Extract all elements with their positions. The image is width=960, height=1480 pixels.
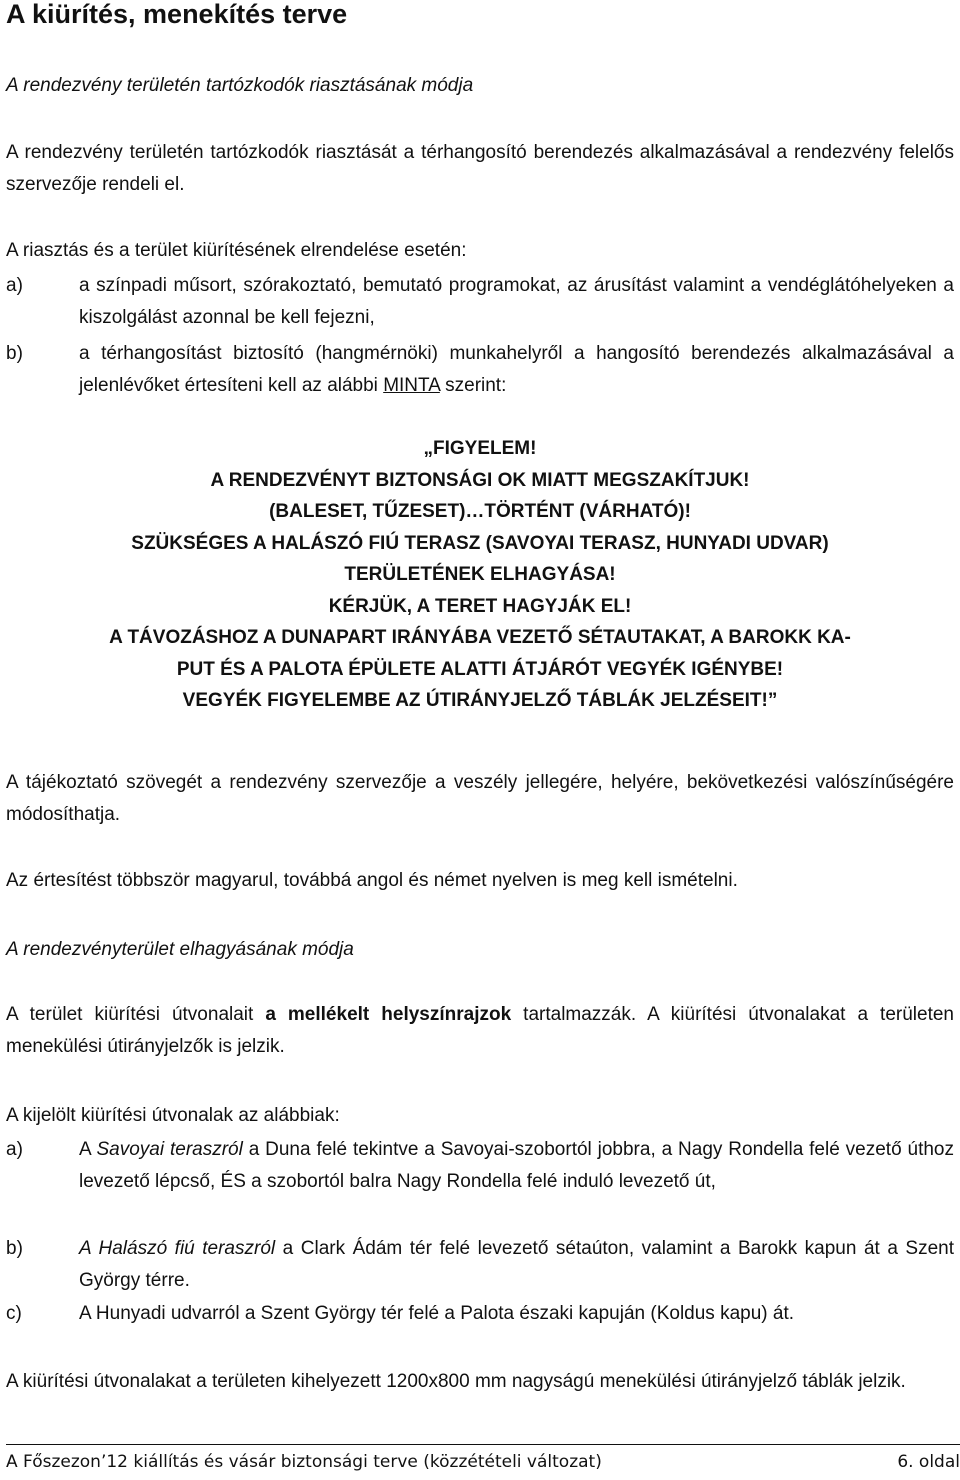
- warning-line: SZÜKSÉGES A HALÁSZÓ FIÚ TERASZ (SAVOYAI TERASZ, HUNYADI UDVAR): [131, 532, 829, 554]
- route-text: [79, 1233, 954, 1296]
- list-marker: c): [6, 1303, 22, 1324]
- section-heading-alert: A rendezvény területén tartózkodók riasztásának módja: [6, 75, 474, 96]
- list-item-text-part: a térhangosítást biztosító (hangmérnöki) munkahelyről a hangosító berendezés alkalmazásával a jelenlévőket értesíteni kell az alábbi: [79, 343, 954, 396]
- warning-announcement: [6, 433, 954, 717]
- paragraph-signs: A kiürítési útvonalakat a területen kihelyezett 1200x800 mm nagyságú menekülési útirányjelző táblák jelzik.: [6, 1371, 906, 1392]
- warning-line: „FIGYELEM!: [423, 438, 537, 459]
- route-text: [79, 1134, 954, 1197]
- list-marker: a): [6, 1139, 23, 1160]
- warning-line: PUT ÉS A PALOTA ÉPÜLETE ALATTI ÁTJÁRÓT VEGYÉK IGÉNYBE!: [176, 658, 784, 680]
- site-plans-reference: a mellékelt helyszínrajzok: [265, 1004, 512, 1025]
- list-item-text: [79, 338, 954, 401]
- warning-line: TERÜLETÉNEK ELHAGYÁSA!: [344, 564, 616, 585]
- paragraph-routes-intro: A kijelölt kiürítési útvonalak az alábbiak:: [6, 1105, 340, 1126]
- list-marker: b): [6, 343, 23, 364]
- paragraph-info-modify: A tájékoztató szövegét a rendezvény szervezője a veszély jellegére, helyére, bekövetkezési valószínűségére módosíthatja.: [6, 772, 954, 825]
- route-text-part: a Clark Ádám tér felé levezető sétaúton, valamint a Barokk kapun át a Szent György térre.: [79, 1238, 955, 1291]
- paragraph-routes: [6, 999, 954, 1062]
- paragraph-alert-order: A rendezvény területén tartózkodók riasztását a térhangosító berendezés alkalmazásával a rendezvény felelős szervezője rendeli el.: [6, 142, 954, 195]
- route-place-name: A Halászó fiú teraszról: [79, 1238, 276, 1259]
- route-text-part: a Duna felé tekintve a Savoyai-szobortól jobbra, a Nagy Rondella felé vezető úthoz levezető lépcső, ÉS a szobortól balra Nagy Rondella felé induló levezető út,: [79, 1139, 954, 1192]
- footer-document-title: A Főszezon’12 kiállítás és vásár biztonsági terve (közzétételi változat): [6, 1452, 602, 1472]
- paragraph-text-part: A terület kiürítési útvonalait: [6, 1004, 266, 1025]
- paragraph-alert-intro: A riasztás és a terület kiürítésének elrendelése esetén:: [6, 240, 467, 261]
- page-footer: [6, 1444, 960, 1472]
- list-item-text: a színpadi műsort, szórakoztató, bemutató programokat, az árusítást valamint a vendéglátóhelyeken a kiszolgálást azonnal be kell fejezni,: [79, 275, 954, 328]
- minta-link[interactable]: MINTA: [383, 374, 440, 396]
- warning-line: (BALESET, TŰZESET)…TÖRTÉNT (VÁRHATÓ)!: [269, 501, 691, 522]
- list-item-text-part: szerint:: [439, 374, 507, 396]
- list-marker: a): [6, 275, 23, 296]
- section-heading-evacuation: A rendezvényterület elhagyásának módja: [6, 939, 354, 960]
- page-title: A kiürítés, menekítés terve: [6, 0, 348, 29]
- route-place-name: Savoyai teraszról: [96, 1139, 243, 1160]
- route-text: A Hunyadi udvarról a Szent György tér felé a Palota északi kapuján (Koldus kapu) át.: [79, 1303, 795, 1324]
- footer-page-number: 6. oldal: [897, 1452, 960, 1472]
- list-marker: b): [6, 1238, 23, 1259]
- paragraph-repeat-languages: Az értesítést többször magyarul, továbbá angol és német nyelven is meg kell ismételni.: [6, 870, 738, 891]
- warning-line: VEGYÉK FIGYELEMBE AZ ÚTIRÁNYJELZŐ TÁBLÁK JELZÉSEIT!”: [182, 690, 778, 711]
- warning-line: KÉRJÜK, A TERET HAGYJÁK EL!: [328, 595, 632, 617]
- route-text-part: A: [79, 1139, 97, 1160]
- warning-line: A TÁVOZÁSHOZ A DUNAPART IRÁNYÁBA VEZETŐ SÉTAUTAKAT, A BAROKK KA-: [109, 627, 851, 648]
- paragraph-text-part: tartalmazzák. A kiürítési útvonalakat a területen menekülési útirányjelzők is jelzik.: [6, 1004, 954, 1057]
- warning-line: A RENDEZVÉNYT BIZTONSÁGI OK MIATT MEGSZAKÍTJUK!: [210, 469, 750, 491]
